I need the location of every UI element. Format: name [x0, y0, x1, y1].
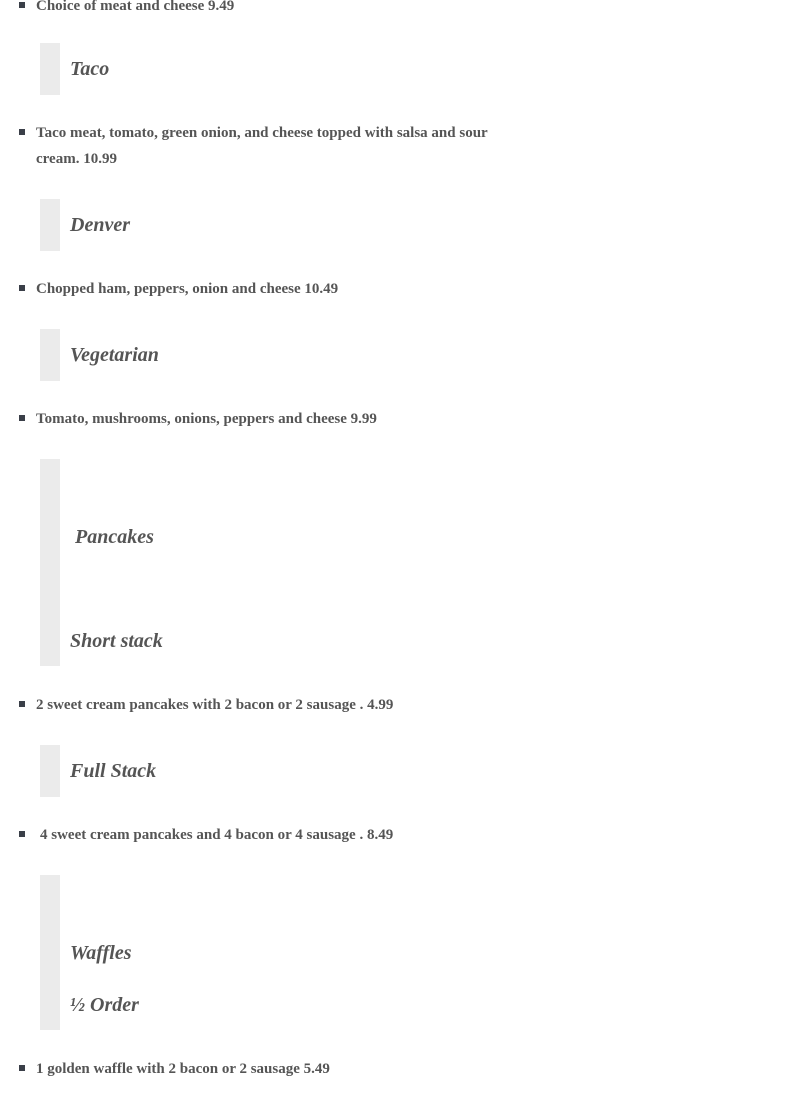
heading-block-taco: [40, 43, 540, 95]
item-heading-half-order: ½ Order: [70, 994, 139, 1016]
blockquote-bar: [40, 459, 60, 666]
section-heading-pancakes: Pancakes: [75, 526, 154, 548]
menu-item-short-stack: [36, 692, 526, 718]
blockquote-bar: [40, 199, 60, 251]
item-description: 4 sweet cream pancakes and 4 bacon or 4 sausage . 8.49: [40, 827, 394, 843]
item-heading-vegetarian: Vegetarian: [70, 344, 159, 366]
menu-item-denver: [36, 276, 526, 302]
item-description: Tomato, mushrooms, onions, peppers and cheese 9.99: [36, 411, 377, 427]
heading-block-vegetarian: [40, 329, 540, 381]
heading-block-denver: [40, 199, 540, 251]
blockquote-bar: [40, 875, 60, 1030]
item-heading-short-stack: Short stack: [70, 630, 163, 652]
item-description: 1 golden waffle with 2 bacon or 2 sausage 5.49: [36, 1061, 330, 1077]
menu-item-full-stack: [36, 822, 526, 848]
heading-block-waffles: [40, 875, 540, 1030]
heading-block-pancakes: [40, 459, 540, 666]
item-description: Choice of meat and cheese 9.49: [36, 0, 235, 14]
item-description: Taco meat, tomato, green onion, and cheese topped with salsa and sour cream. 10.99: [36, 125, 488, 167]
menu-item-vegetarian: [36, 406, 526, 432]
blockquote-bar: [40, 329, 60, 381]
item-heading-denver: Denver: [70, 214, 130, 236]
item-heading-taco: Taco: [70, 58, 110, 80]
menu-item-half-order-waffle: [36, 1056, 526, 1082]
menu-item-cheese-omelette: [36, 0, 526, 19]
item-heading-full-stack: Full Stack: [70, 760, 157, 782]
item-description: 2 sweet cream pancakes with 2 bacon or 2 sausage . 4.99: [36, 697, 394, 713]
section-heading-waffles: Waffles: [70, 942, 132, 964]
item-description: Chopped ham, peppers, onion and cheese 10.49: [36, 281, 339, 297]
blockquote-bar: [40, 745, 60, 797]
heading-block-full-stack: [40, 745, 540, 797]
blockquote-bar: [40, 43, 60, 95]
menu-item-taco: [36, 120, 526, 172]
